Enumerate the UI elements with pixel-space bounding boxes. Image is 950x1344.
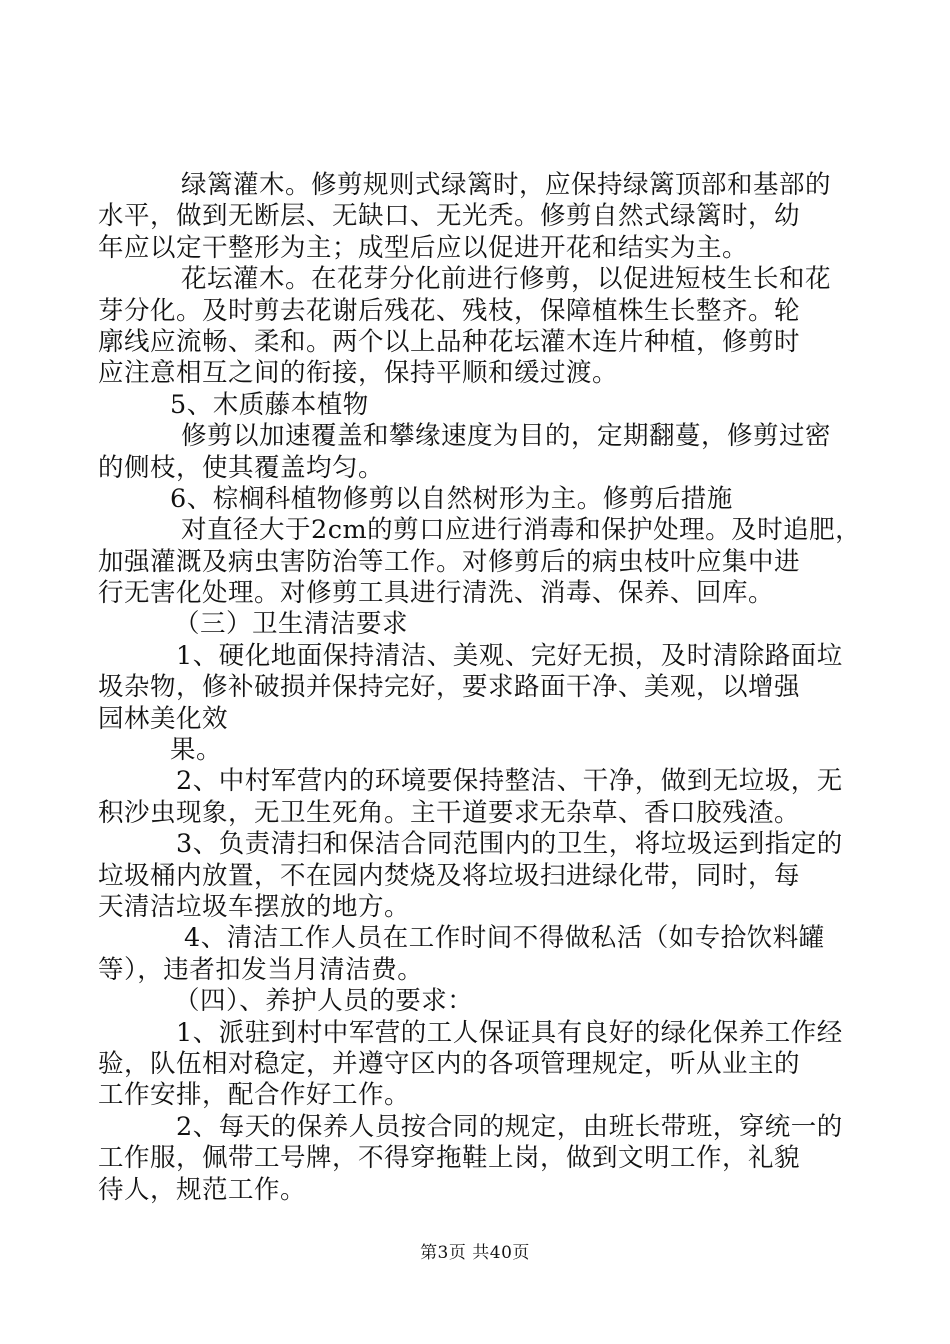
paragraph-line: 廓线应流畅、柔和。两个以上品种花坛灌木连片种植，修剪时 xyxy=(98,326,801,357)
paragraph-line: 验，队伍相对稳定，并遵守区内的各项管理规定，听从业主的 xyxy=(98,1048,801,1079)
paragraph-line: 花坛灌木。在花芽分化前进行修剪，以促进短枝生长和花 xyxy=(181,264,832,295)
page-number-footer: 第3页 共40页 xyxy=(420,1243,530,1263)
section-heading: （三）卫生清洁要求 xyxy=(174,609,409,640)
paragraph-line: 果。 xyxy=(170,735,223,766)
paragraph-line: 加强灌溉及病虫害防治等工作。对修剪后的病虫枝叶应集中进 xyxy=(98,546,801,577)
paragraph-line: 工作服，佩带工号牌，不得穿拖鞋上岗，做到文明工作，礼貌 xyxy=(98,1143,801,1174)
section-heading: 5、木质藤本植物 xyxy=(170,389,369,420)
paragraph-line: 4、清洁工作人员在工作时间不得做私活（如专拾饮料罐 xyxy=(184,923,825,954)
paragraph-line: 园林美化效 xyxy=(98,703,229,734)
paragraph-line: 3、负责清扫和保洁合同范围内的卫生，将垃圾运到指定的 xyxy=(176,829,843,860)
paragraph-line: 的侧枝，使其覆盖均匀。 xyxy=(98,452,385,483)
paragraph-line: 应注意相互之间的衔接，保持平顺和缓过渡。 xyxy=(98,358,619,389)
paragraph-line: 等），违者扣发当月清洁费。 xyxy=(98,954,424,985)
paragraph-line: 垃圾桶内放置，不在园内焚烧及将垃圾扫进绿化带，同时，每 xyxy=(98,860,801,891)
paragraph-line: 圾杂物，修补破损并保持完好，要求路面干净、美观，以增强 xyxy=(98,672,801,703)
paragraph-line: 待人，规范工作。 xyxy=(98,1174,307,1205)
paragraph-line: 1、硬化地面保持清洁、美观、完好无损，及时清除路面垃 xyxy=(176,640,843,671)
paragraph-line: 2、中村军营内的环境要保持整洁、干净，做到无垃圾，无 xyxy=(176,766,843,797)
paragraph-line: 工作安排，配合作好工作。 xyxy=(98,1080,411,1111)
paragraph-line: 芽分化。及时剪去花谢后残花、残枝，保障植株生长整齐。轮 xyxy=(98,295,801,326)
paragraph-line: 积沙虫现象，无卫生死角。主干道要求无杂草、香口胶残渣。 xyxy=(98,797,801,828)
section-heading: 6、棕榈科植物修剪以自然树形为主。修剪后措施 xyxy=(170,483,733,514)
paragraph-line: 对直径大于2cm的剪口应进行消毒和保护处理。及时追肥， xyxy=(181,515,862,546)
paragraph-line: 绿篱灌木。修剪规则式绿篱时，应保持绿篱顶部和基部的 xyxy=(181,170,832,200)
paragraph-line: 2、每天的保养人员按合同的规定，由班长带班，穿统一的 xyxy=(176,1111,843,1142)
paragraph-line: 行无害化处理。对修剪工具进行清洗、消毒、保养、回库。 xyxy=(98,578,775,609)
paragraph-line: 天清洁垃圾车摆放的地方。 xyxy=(98,891,411,922)
paragraph-line: 水平，做到无断层、无缺口、无光秃。修剪自然式绿篱时，幼 xyxy=(98,201,801,232)
paragraph-line: 修剪以加速覆盖和攀缘速度为目的，定期翻蔓，修剪过密 xyxy=(181,421,832,452)
document-body xyxy=(98,170,862,1206)
paragraph-line: 年应以定干整形为主；成型后应以促进开花和结实为主。 xyxy=(98,232,749,263)
section-heading: （四）、养护人员的要求： xyxy=(174,986,474,1017)
paragraph-line: 1、派驻到村中军营的工人保证具有良好的绿化保养工作经 xyxy=(176,1017,843,1048)
